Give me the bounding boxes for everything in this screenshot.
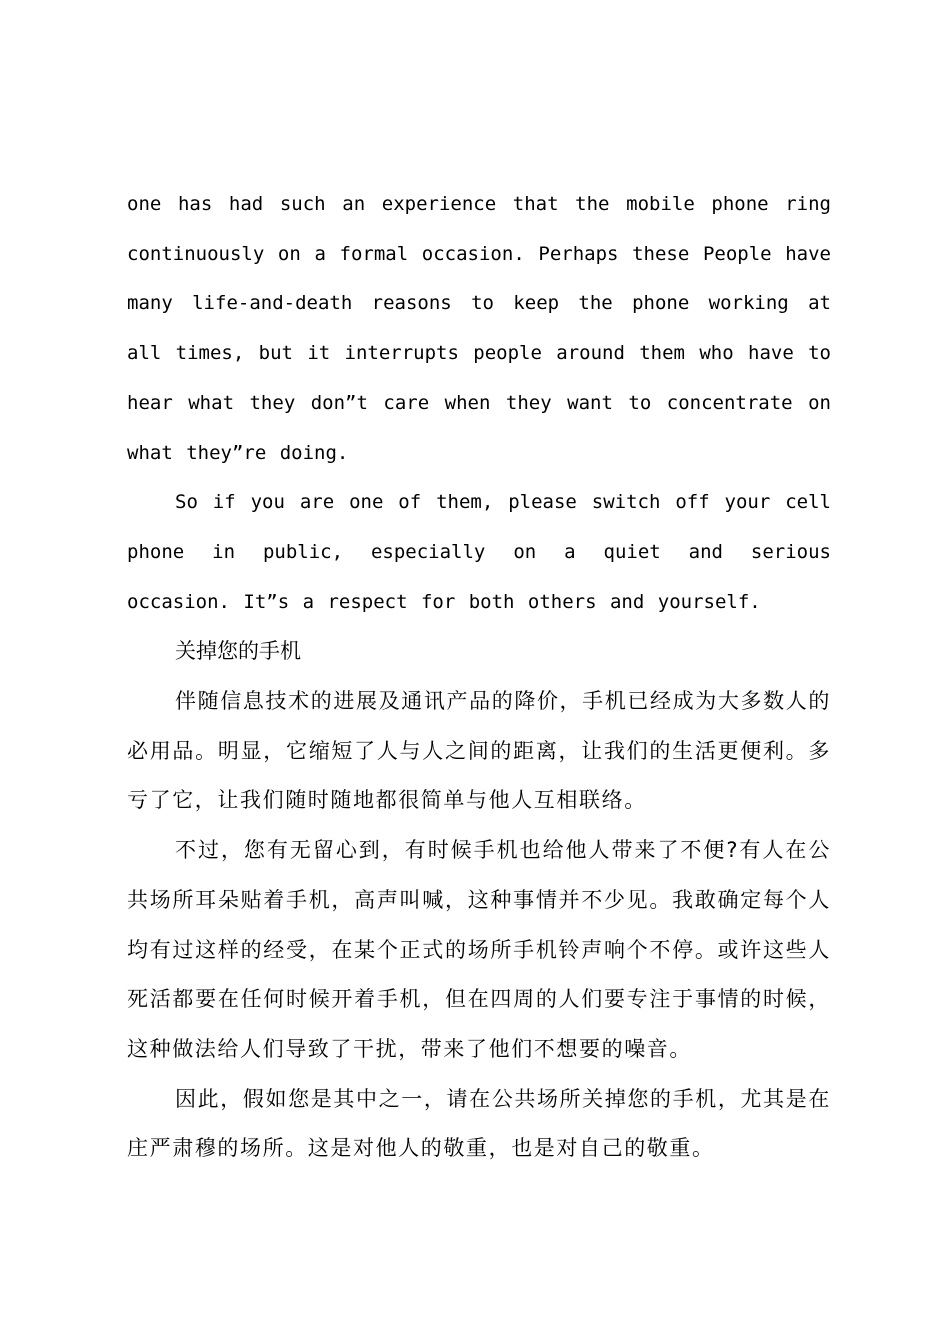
paragraph-chinese-2: 不过，您有无留心到，有时候手机也给他人带来了不便?有人在公共场所耳朵贴着手机，高声叫喊，这种事情并不少见。我敢确定每个人均有过这样的经受，在某个正式的场所手机铃声响个不停。或许这些人死活都要在任何时候开着手机，但在四周的人们要专注于事情的时候，这种做法给人们导致了干扰，带来了他们不想要的噪音。 xyxy=(127,838,831,1061)
paragraph-english-1: one has had such an experience that the mobile phone ring continuously on a formal occasion. Perhaps these People have many life-and-death reasons to keep the phone working at all times, but it interrupts people around them who have to hear what they don”t care when they want to concentrate on what they”re doing. xyxy=(127,193,831,464)
paragraph-chinese-3: 因此，假如您是其中之一，请在公共场所关掉您的手机，尤其是在庄严肃穆的场所。这是对他人的敬重，也是对自己的敬重。 xyxy=(127,1086,831,1161)
document-page xyxy=(127,180,831,1174)
chinese-title: 关掉您的手机 xyxy=(175,639,301,664)
paragraph-chinese-1: 伴随信息技术的进展及通讯产品的降价，手机已经成为大多数人的必用品。明显，它缩短了人与人之间的距离，让我们的生活更便利。多亏了它，让我们随时随地都很简单与他人互相联络。 xyxy=(127,689,831,813)
paragraph-english-2: So if you are one of them, please switch off your cell phone in public, especially on a quiet and serious occasion. It”s a respect for both others and yourself. xyxy=(127,491,831,613)
